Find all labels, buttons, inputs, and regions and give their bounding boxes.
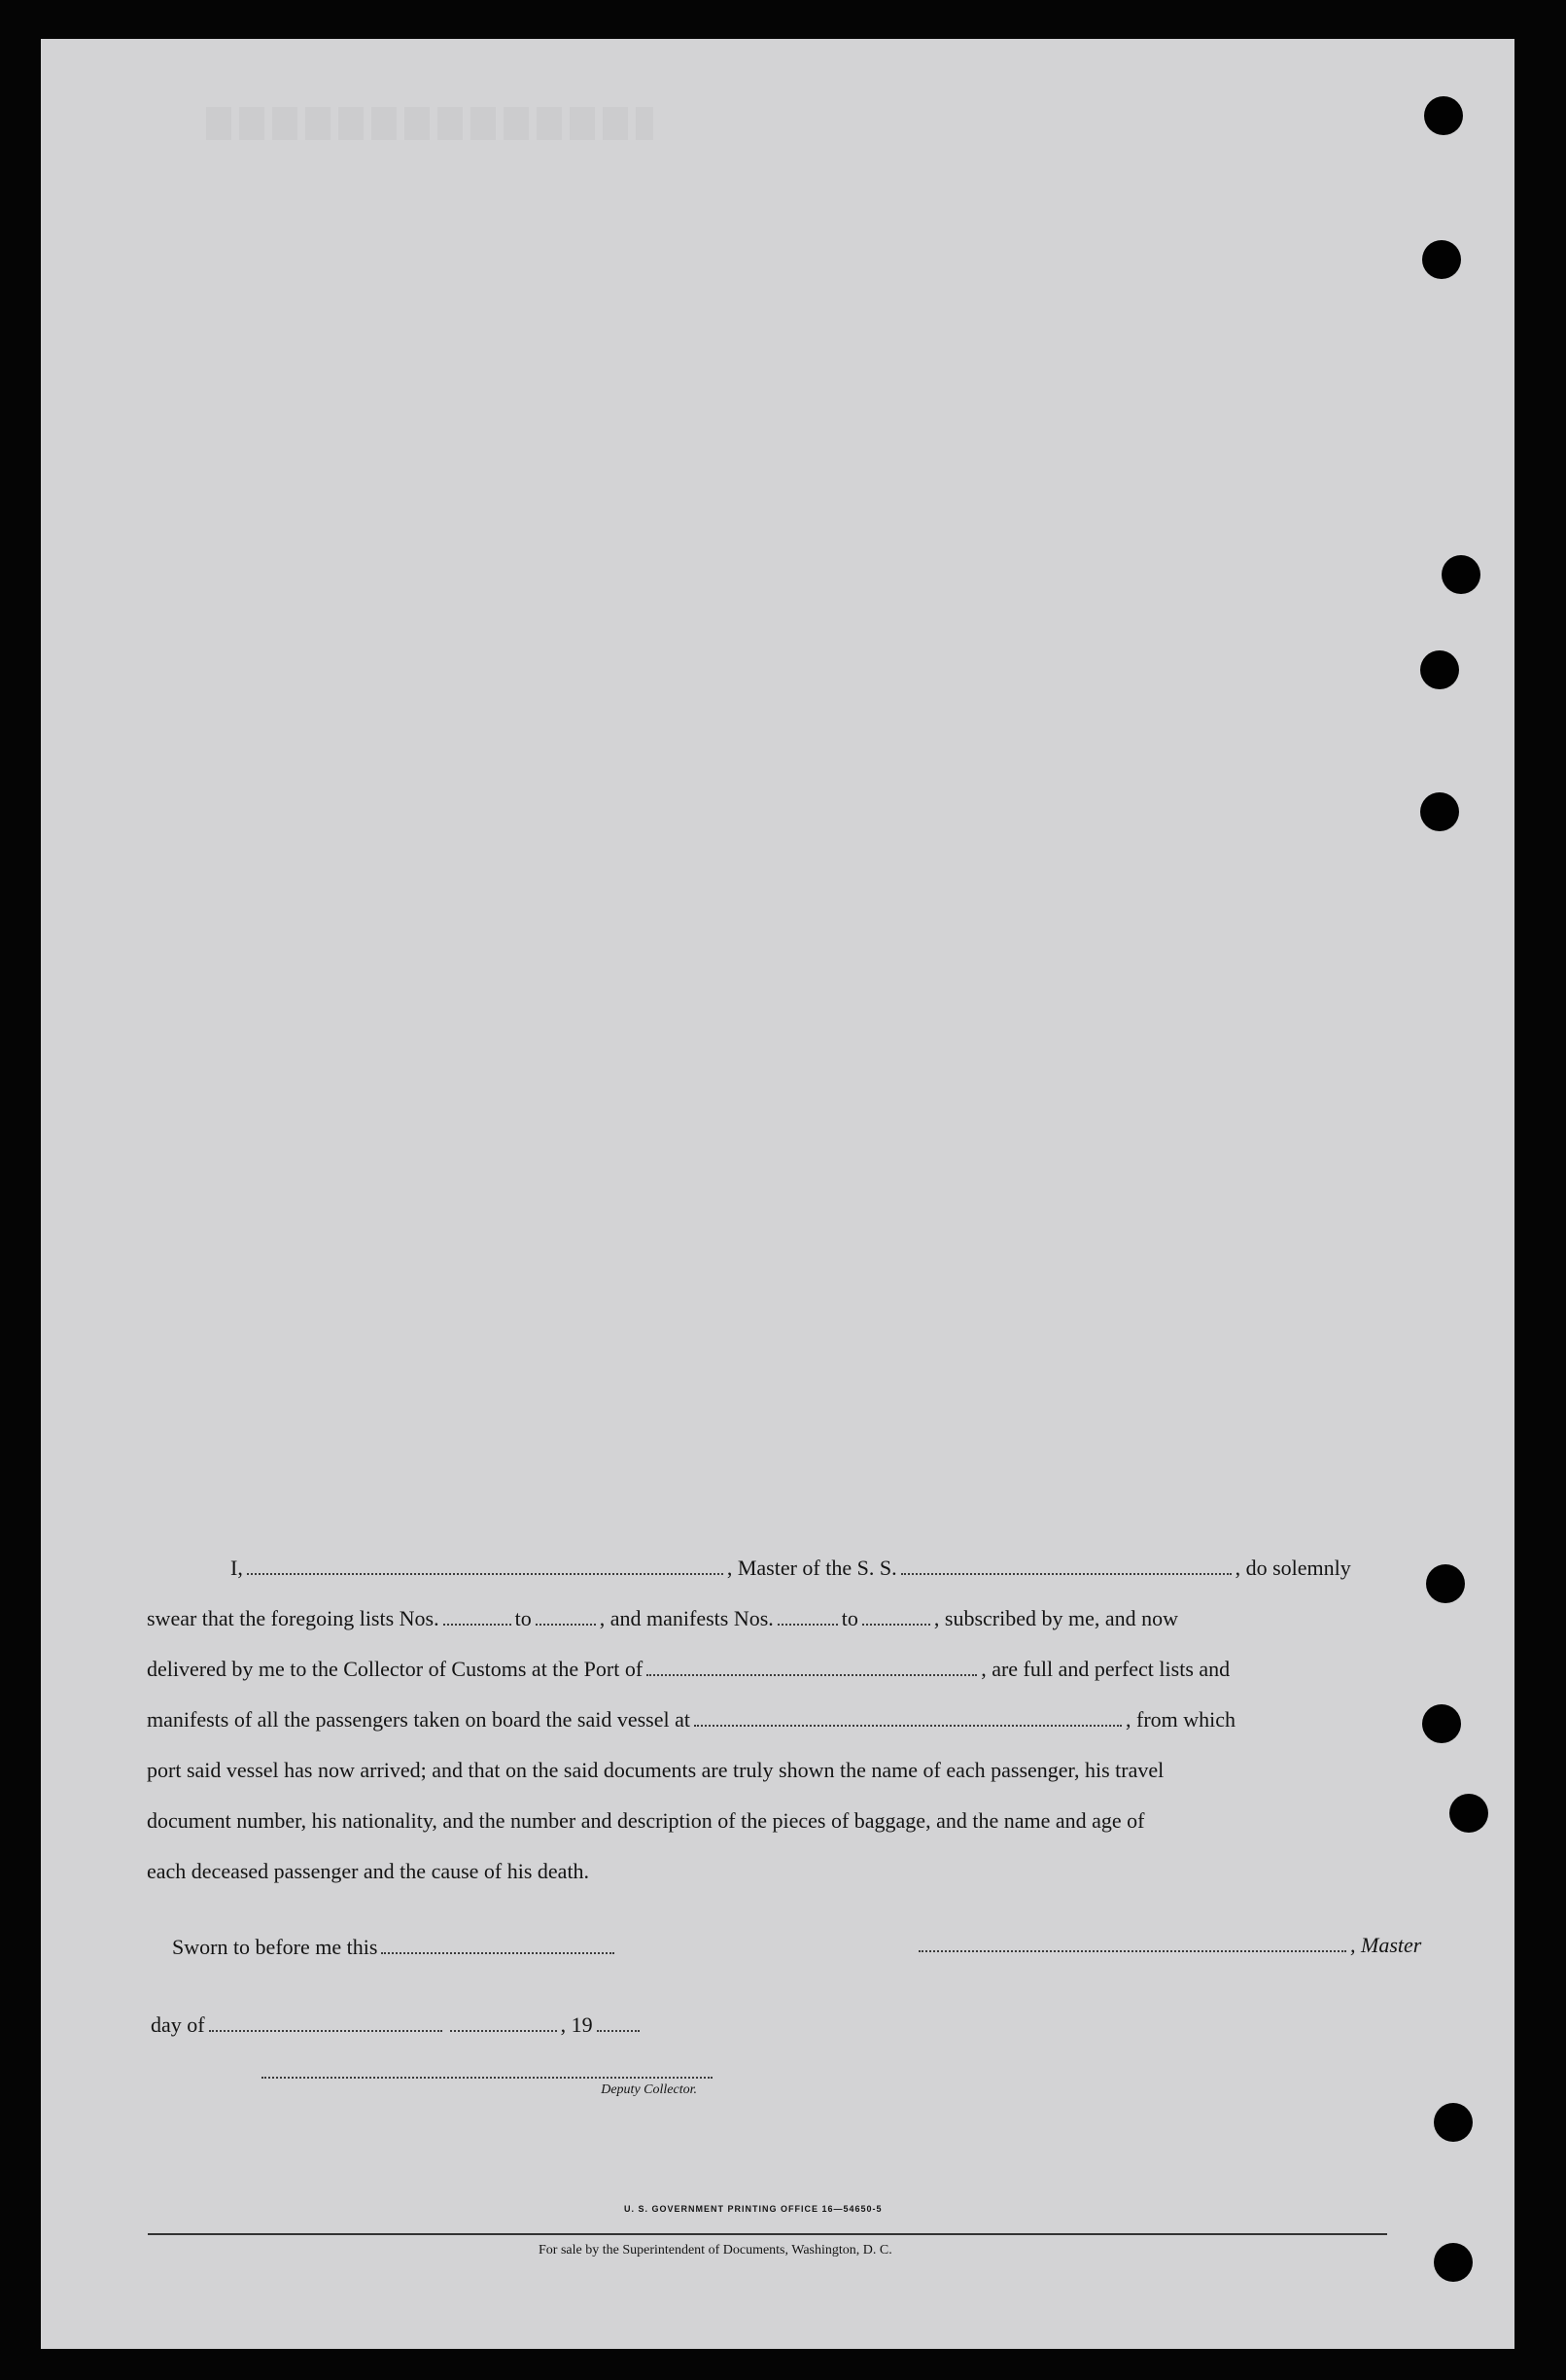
oath-line-3: delivered by me to the Collector of Customs at the Port of , are full and perfect lists and: [147, 1657, 1231, 1681]
document-page: [41, 39, 1514, 2349]
punch-hole: [1434, 2243, 1473, 2282]
lists-from-blank[interactable]: [443, 1623, 511, 1626]
punch-hole: [1434, 2103, 1473, 2142]
punch-hole: [1424, 96, 1463, 135]
port-of-arrival-blank[interactable]: [646, 1673, 977, 1676]
day-of-line: day of , 19: [151, 2012, 644, 2038]
for-sale-notice: For sale by the Superintendent of Documents, Washington, D. C.: [539, 2243, 892, 2258]
year-blank[interactable]: [597, 2029, 640, 2032]
lists-to-blank[interactable]: [536, 1623, 596, 1626]
deputy-collector-label: Deputy Collector.: [601, 2082, 697, 2097]
punch-hole: [1442, 555, 1480, 594]
month-blank[interactable]: [209, 2029, 442, 2032]
punch-hole: [1449, 1794, 1488, 1833]
master-signature-blank[interactable]: [919, 1949, 1346, 1952]
oath-line-6: document number, his nationality, and the number and description of the pieces of baggage, and the name and age of: [147, 1808, 1145, 1833]
deputy-collector-block: [261, 2076, 713, 2098]
oath-line-1: I, , Master of the S. S. , do solemnly: [230, 1556, 1351, 1580]
bleed-through-text: [206, 107, 653, 140]
deputy-signature-blank[interactable]: [261, 2076, 713, 2079]
master-signature-line: , Master: [915, 1933, 1421, 1958]
sworn-day-blank[interactable]: [381, 1951, 614, 1954]
master-name-blank[interactable]: [247, 1572, 723, 1575]
oath-line-4: manifests of all the passengers taken on board the said vessel at , from which: [147, 1707, 1236, 1732]
punch-hole: [1422, 240, 1461, 279]
oath-line-5: port said vessel has now arrived; and that on the said documents are truly shown the name of each passenger, his travel: [147, 1758, 1165, 1782]
oath-line-2: swear that the foregoing lists Nos. to , and manifests Nos. to , subscribed by me, and now: [147, 1606, 1179, 1630]
manifests-from-blank[interactable]: [778, 1623, 838, 1626]
punch-hole: [1420, 792, 1459, 831]
manifests-to-blank[interactable]: [862, 1623, 930, 1626]
port-of-departure-blank[interactable]: [694, 1724, 1122, 1727]
ship-name-blank[interactable]: [901, 1572, 1232, 1575]
punch-hole: [1426, 1564, 1465, 1603]
oath-line-7: each deceased passenger and the cause of his death.: [147, 1859, 590, 1883]
printing-office-imprint: U. S. GOVERNMENT PRINTING OFFICE 16—54650-5: [624, 2204, 883, 2214]
date-blank[interactable]: [450, 2029, 557, 2032]
sworn-line: Sworn to before me this: [172, 1935, 618, 1960]
punch-hole: [1422, 1704, 1461, 1743]
footer-divider: [148, 2233, 1387, 2235]
punch-hole: [1420, 650, 1459, 689]
